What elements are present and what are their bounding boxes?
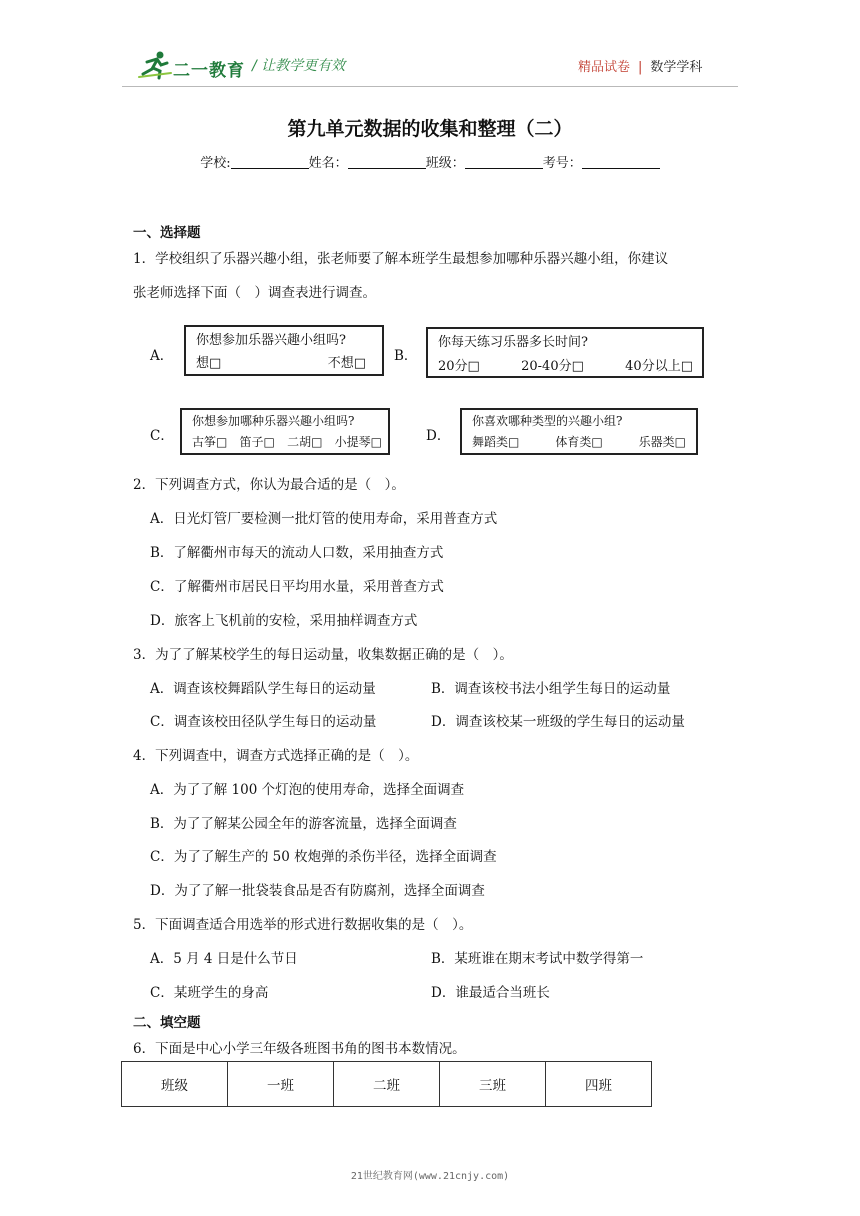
survey-c-question: 你想参加哪种乐器兴趣小组吗? bbox=[192, 414, 355, 428]
q3-option-a[interactable]: A．调查该校舞蹈队学生每日的运动量 bbox=[150, 681, 376, 697]
q1-survey-a bbox=[184, 325, 384, 376]
q2-stem: 2．下列调查方式，你认为最合适的是（ ）。 bbox=[133, 477, 405, 493]
q2-option-c[interactable]: C．了解衢州市居民日平均用水量，采用普查方式 bbox=[150, 579, 444, 595]
survey-choice: 二胡□ bbox=[287, 435, 323, 449]
subject-tag: 数学学科 bbox=[650, 60, 703, 75]
q1-option-d-label[interactable]: D． bbox=[426, 428, 451, 444]
school-blank[interactable] bbox=[231, 155, 309, 169]
q5-option-d[interactable]: D．谁最适合当班长 bbox=[431, 985, 550, 1001]
brand-logo bbox=[137, 50, 249, 84]
section-fill-heading: 二、填空题 bbox=[133, 1015, 201, 1031]
exam-tag: 精品试卷 bbox=[578, 60, 631, 75]
q5-option-c[interactable]: C．某班学生的身高 bbox=[150, 985, 269, 1001]
books-table bbox=[121, 1061, 652, 1107]
survey-choice: 20分□ bbox=[438, 359, 480, 374]
header-tags bbox=[578, 56, 702, 75]
page-title: 第九单元数据的收集和整理（二） bbox=[287, 118, 573, 140]
name-blank[interactable] bbox=[348, 155, 426, 169]
q2-option-b[interactable]: B．了解衢州市每天的流动人口数，采用抽查方式 bbox=[150, 545, 444, 561]
logo-text: 二一教育 bbox=[173, 61, 245, 81]
slogan: / 让教学更有效 bbox=[252, 58, 346, 74]
exam-no-label: 考号： bbox=[542, 156, 582, 171]
survey-choice: 体育类□ bbox=[555, 435, 603, 449]
q2-option-d[interactable]: D．旅客上飞机前的安检，采用抽样调查方式 bbox=[150, 613, 418, 629]
survey-choice: 40分以上□ bbox=[625, 359, 693, 374]
q3-option-b[interactable]: B．调查该校书法小组学生每日的运动量 bbox=[431, 681, 671, 697]
q4-stem: 4．下列调查中，调查方式选择正确的是（ ）。 bbox=[133, 748, 419, 764]
q1-stem-line2: 张老师选择下面（ ）调查表进行调查。 bbox=[133, 285, 376, 301]
q1-survey-c bbox=[180, 408, 390, 455]
q1-option-a-label[interactable]: A． bbox=[150, 348, 174, 364]
school-label: 学校: bbox=[200, 156, 231, 171]
tag-divider: | bbox=[638, 60, 643, 75]
page-footer: 21世纪教育网(www.21cnjy.com) bbox=[350, 1171, 510, 1182]
survey-a-choices bbox=[196, 352, 366, 371]
q1-option-c-label[interactable]: C． bbox=[150, 428, 174, 444]
table-row bbox=[122, 1062, 652, 1107]
survey-d-question: 你喜欢哪种类型的兴趣小组? bbox=[472, 414, 623, 428]
table-header-cell: 一班 bbox=[228, 1062, 334, 1107]
table-header-cell: 四班 bbox=[546, 1062, 652, 1107]
q1-survey-d bbox=[460, 408, 698, 455]
q4-option-a[interactable]: A．为了了解 100 个灯泡的使用寿命，选择全面调查 bbox=[150, 782, 465, 798]
q5-option-a[interactable]: A．5 月 4 日是什么节日 bbox=[150, 951, 298, 967]
class-label: 班级： bbox=[425, 156, 465, 171]
section-choice-heading: 一、选择题 bbox=[133, 225, 201, 241]
survey-a-question: 你想参加乐器兴趣小组吗? bbox=[196, 333, 346, 348]
survey-choice: 笛子□ bbox=[239, 435, 275, 449]
q4-option-d[interactable]: D．为了了解一批袋装食品是否有防腐剂，选择全面调查 bbox=[150, 883, 485, 899]
q3-option-d[interactable]: D．调查该校某一班级的学生每日的运动量 bbox=[431, 714, 685, 730]
student-info-row bbox=[0, 152, 860, 171]
q3-option-c[interactable]: C．调查该校田径队学生每日的运动量 bbox=[150, 714, 377, 730]
q1-survey-b bbox=[426, 327, 704, 378]
survey-choice: 不想□ bbox=[327, 356, 366, 371]
q5-stem: 5．下面调查适合用选举的形式进行数据收集的是（ ）。 bbox=[133, 917, 473, 933]
survey-choice: 20-40分□ bbox=[521, 359, 584, 374]
q4-option-c[interactable]: C．为了了解生产的 50 枚炮弹的杀伤半径，选择全面调查 bbox=[150, 849, 497, 865]
table-header-cell: 三班 bbox=[440, 1062, 546, 1107]
table-header-cell: 二班 bbox=[334, 1062, 440, 1107]
survey-d-choices bbox=[472, 433, 686, 450]
q6-stem: 6．下面是中心小学三年级各班图书角的图书本数情况。 bbox=[133, 1041, 466, 1057]
header-divider bbox=[122, 86, 738, 87]
survey-choice: 舞蹈类□ bbox=[472, 435, 520, 449]
q3-stem: 3．为了了解某校学生的每日运动量，收集数据正确的是（ ）。 bbox=[133, 647, 513, 663]
survey-choice: 想□ bbox=[196, 356, 222, 371]
exam-no-blank[interactable] bbox=[582, 155, 660, 169]
survey-choice: 古筝□ bbox=[192, 435, 228, 449]
name-label: 姓名： bbox=[308, 156, 348, 171]
q5-option-b[interactable]: B．某班谁在期末考试中数学得第一 bbox=[431, 951, 644, 967]
table-header-cell: 班级 bbox=[122, 1062, 228, 1107]
runner-icon bbox=[137, 50, 173, 80]
q1-option-b-label[interactable]: B． bbox=[394, 348, 418, 364]
survey-b-question: 你每天练习乐器多长时间? bbox=[438, 335, 588, 350]
survey-choice: 乐器类□ bbox=[638, 435, 686, 449]
survey-c-choices bbox=[192, 433, 382, 450]
survey-choice: 小提琴□ bbox=[334, 435, 382, 449]
q2-option-a[interactable]: A．日光灯管厂要检测一批灯管的使用寿命，采用普查方式 bbox=[150, 511, 498, 527]
q4-option-b[interactable]: B．为了了解某公园全年的游客流量，选择全面调查 bbox=[150, 816, 457, 832]
class-blank[interactable] bbox=[465, 155, 543, 169]
survey-b-choices bbox=[438, 355, 693, 374]
q1-stem-line1: 1．学校组织了乐器兴趣小组，张老师要了解本班学生最想参加哪种乐器兴趣小组，你建议 bbox=[133, 251, 669, 267]
